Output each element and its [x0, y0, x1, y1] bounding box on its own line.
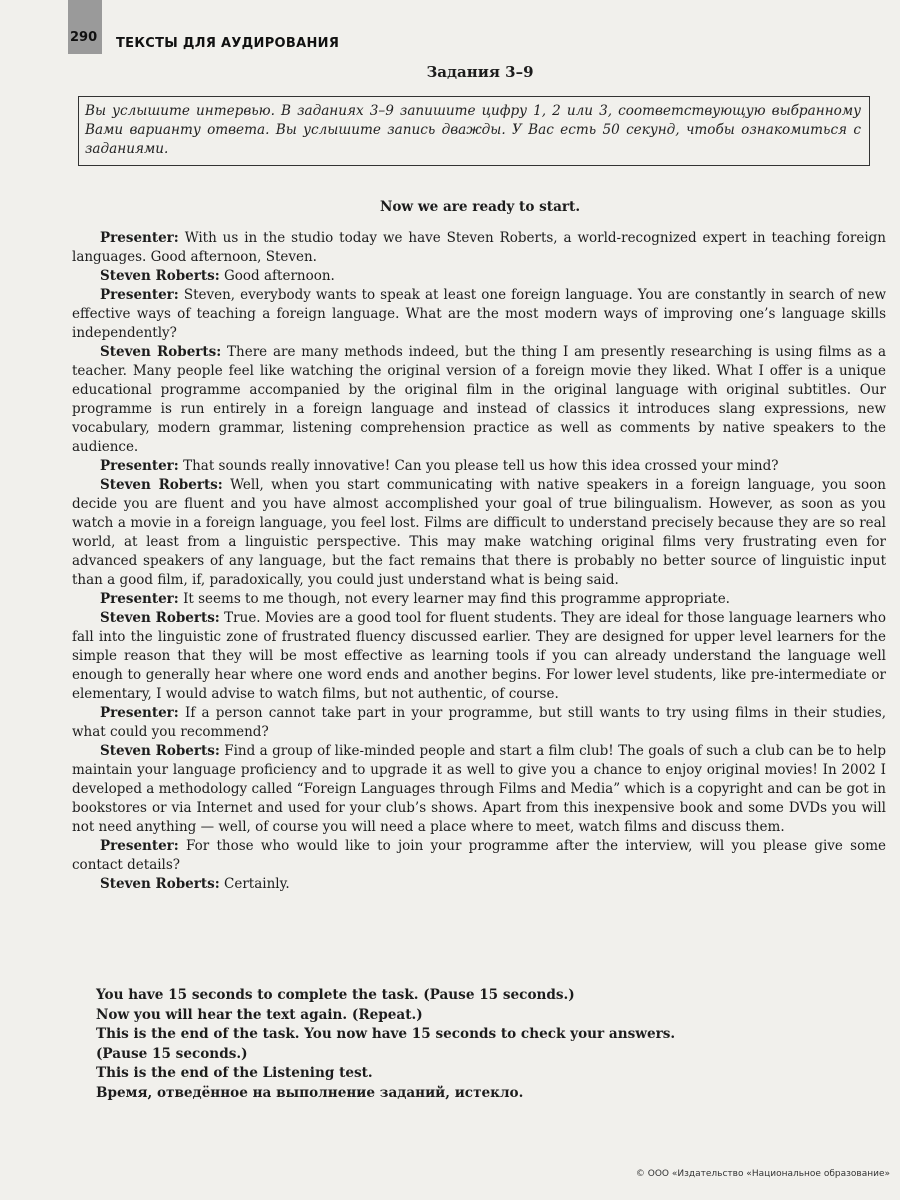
turn-text: If a person cannot take part in your programme, but still wants to try using films in their studies, what could you recommend? [72, 705, 886, 740]
turn-text: Well, when you start communicating with native speakers in a foreign language, you soon decide you are fluent and you have almost accomplished your goal of true bilingualism. However, as soon as you watch a movie in a foreign language, you feel lost. Films are difficult to understand precisely because they are so real world, at least from a linguistic perspective. This may make watching original films very frustrating even for advanced speakers of any language, but the fact remains that there is probably no better source of linguistic input than a good film, if, paradoxically, you could just understand what is being said. [72, 477, 886, 588]
transcript-turn [72, 229, 886, 267]
speaker-label: Steven Roberts: [100, 344, 222, 360]
speaker-label: Steven Roberts: [100, 477, 223, 493]
closing-line: This is the end of the task. You now have 15 seconds to check your answers. [96, 1026, 676, 1042]
closing-line: This is the end of the Listening test. [96, 1065, 373, 1081]
transcript-turn [72, 704, 886, 742]
transcript-turn [72, 267, 886, 286]
turn-text: For those who would like to join your programme after the interview, will you please give some contact details? [72, 838, 886, 873]
instructions-box: Вы услышите интервью. В заданиях 3–9 запишите цифру 1, 2 или 3, соответствующую выбранному Вами варианту ответа. Вы услышите запись дважды. У Вас есть 50 секунд, чтобы ознакомиться с заданиями. [78, 96, 870, 166]
speaker-label: Steven Roberts: [100, 610, 220, 626]
speaker-label: Presenter: [100, 705, 179, 721]
speaker-label: Steven Roberts: [100, 743, 220, 759]
turn-text: With us in the studio today we have Steven Roberts, a world-recognized expert in teaching foreign languages. Good afternoon, Steven. [72, 230, 886, 265]
start-line: Now we are ready to start. [379, 199, 581, 215]
transcript-turn [72, 837, 886, 875]
transcript-turn [72, 343, 886, 457]
copyright-footer: © ООО «Издательство «Национальное образование» [635, 1169, 890, 1179]
turn-text: Steven, everybody wants to speak at least one foreign language. You are constantly in search of new effective ways of teaching a foreign language. What are the most modern ways of improving one’s language skills independently? [72, 287, 886, 341]
speaker-label: Presenter: [100, 591, 179, 607]
closing-line: Время, отведённое на выполнение заданий, истекло. [96, 1084, 524, 1101]
speaker-label: Steven Roberts: [100, 268, 220, 284]
transcript-turn [72, 286, 886, 343]
speaker-label: Steven Roberts: [100, 876, 220, 892]
turn-text: True. Movies are a good tool for fluent students. They are ideal for those language learners who fall into the linguistic zone of frustrated fluency discussed earlier. They are designed for upper level learners for the simple reason that they will be most effective as learning tools if you can already understand the language well enough to generally hear where one word ends and another begins. For lower level students, like pre-intermediate or elementary, I would advise to watch films, but not authentic, of course. [72, 610, 886, 702]
transcript-turn [72, 457, 886, 476]
closing-line: Now you will hear the text again. (Repeat.) [96, 1006, 423, 1023]
page-number: 290 [70, 30, 98, 45]
turn-text: Find a group of like-minded people and start a film club! The goals of such a club can be to help maintain your language proficiency and to upgrade it as well to give you a chance to enjoy original movies! In 2002 I developed a methodology called “Foreign Languages through Films and Media” which is a copyright and can be got in bookstores or via Internet and used for your club’s shows. Apart from this inexpensive book and some DVDs you will not need anything — well, of course you will need a place where to meet, watch films and discuss them. [72, 743, 886, 835]
turn-text: There are many methods indeed, but the thing I am presently researching is using films as a teacher. Many people feel like watching the original version of a foreign movie they liked. What I offer is a unique educational programme accompanied by the original film in the original language with original subtitles. Our programme is run entirely in a foreign language and instead of classics it introduces slang expressions, new vocabulary, modern grammar, listening comprehension practice as well as comments by native speakers to the audience. [72, 344, 886, 455]
transcript-turn [72, 875, 886, 894]
turn-text: Certainly. [219, 876, 290, 892]
transcript-turn [72, 476, 886, 590]
transcript-turn [72, 742, 886, 837]
closing-instructions [96, 986, 856, 1103]
turn-text: It seems to me though, not every learner may find this programme appropriate. [178, 591, 730, 607]
transcript [72, 229, 886, 894]
transcript-turn [72, 609, 886, 704]
transcript-turn [72, 590, 886, 609]
speaker-label: Presenter: [100, 838, 179, 854]
speaker-label: Presenter: [100, 458, 179, 474]
turn-text: That sounds really innovative! Can you please tell us how this idea crossed your mind? [178, 458, 779, 474]
task-heading: Задания 3–9 [426, 63, 534, 81]
speaker-label: Presenter: [100, 230, 179, 246]
closing-line: You have 15 seconds to complete the task. (Pause 15 seconds.) [96, 987, 575, 1003]
page-number-tab [68, 0, 102, 54]
section-title: ТЕКСТЫ ДЛЯ АУДИРОВАНИЯ [116, 36, 340, 51]
closing-line: (Pause 15 seconds.) [96, 1045, 248, 1062]
speaker-label: Presenter: [100, 287, 179, 303]
turn-text: Good afternoon. [219, 268, 335, 284]
